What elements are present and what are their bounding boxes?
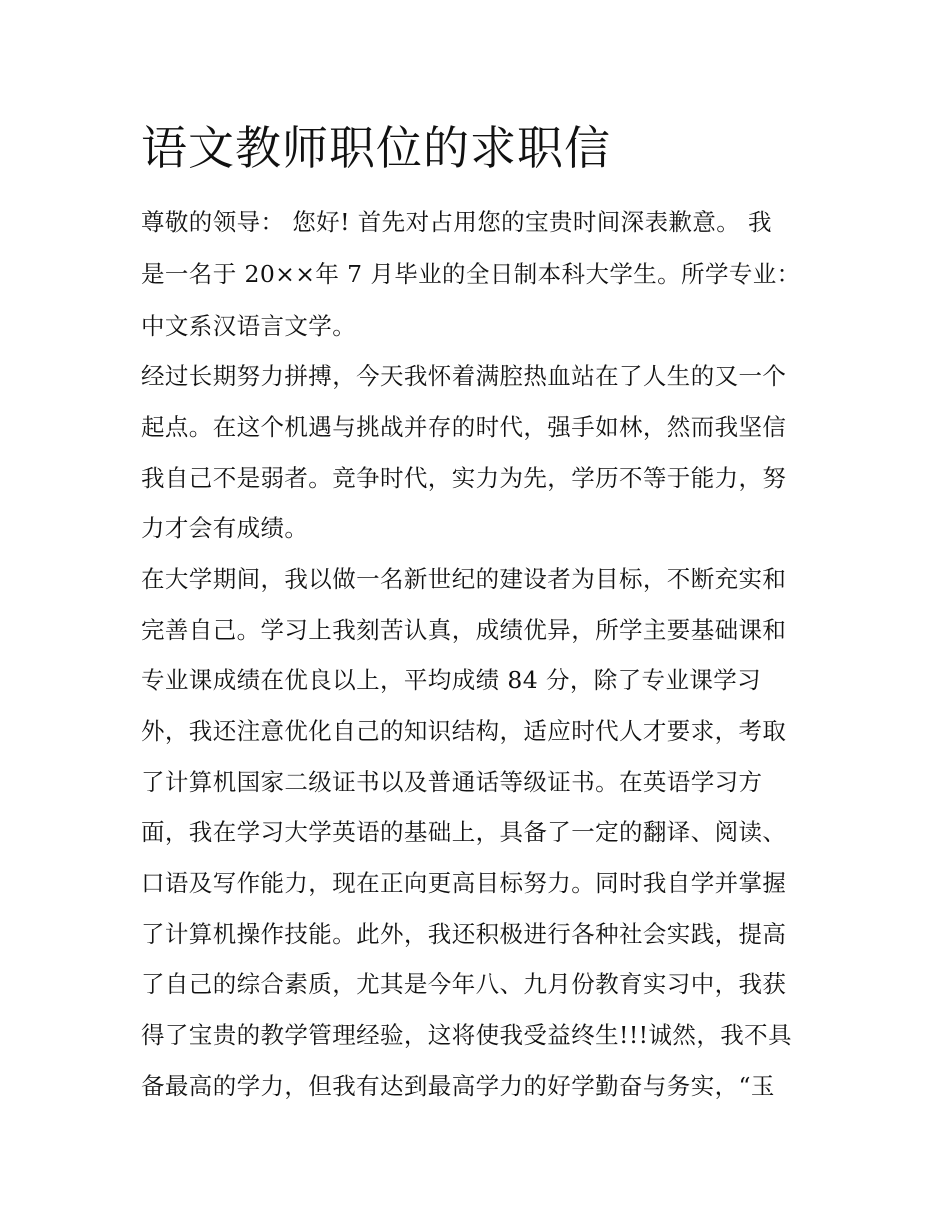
body-line: 了计算机国家二级证书以及普通话等级证书。在英语学习方 <box>141 768 763 796</box>
body-line: 了自己的综合素质，尤其是今年八、九月份教育实习中，我获 <box>141 970 787 998</box>
body-line: 是一名于 20××年 7 月毕业的全日制本科大学生。所学专业： <box>141 260 801 288</box>
body-line: 口语及写作能力，现在正向更高目标努力。同时我自学并掌握 <box>141 869 787 897</box>
body-line: 备最高的学力，但我有达到最高学力的好学勤奋与务实，“玉 <box>141 1072 775 1100</box>
document-title: 语文教师职位的求职信 <box>141 121 611 175</box>
body-line: 专业课成绩在优良以上，平均成绩 84 分，除了专业课学习 <box>141 666 762 694</box>
body-line: 完善自己。学习上我刻苦认真，成绩优异，所学主要基础课和 <box>141 616 787 644</box>
body-line: 得了宝贵的教学管理经验，这将使我受益终生!!!诚然，我不具 <box>141 1021 792 1049</box>
body-line: 尊敬的领导： 您好! 首先对占用您的宝贵时间深表歉意。 我 <box>141 208 772 236</box>
body-line: 外，我还注意优化自己的知识结构，适应时代人才要求，考取 <box>141 717 787 745</box>
body-line: 起点。在这个机遇与挑战并存的时代，强手如林，然而我坚信 <box>141 413 787 441</box>
body-line: 我自己不是弱者。竞争时代，实力为先，学历不等于能力，努 <box>141 464 787 492</box>
body-line: 经过长期努力拼搏，今天我怀着满腔热血站在了人生的又一个 <box>141 362 787 390</box>
body-line: 面，我在学习大学英语的基础上，具备了一定的翻译、阅读、 <box>141 818 787 846</box>
body-line: 了计算机操作技能。此外，我还积极进行各种社会实践，提高 <box>141 920 787 948</box>
body-line: 中文系汉语言文学。 <box>141 312 357 340</box>
body-line: 在大学期间，我以做一名新世纪的建设者为目标，不断充实和 <box>141 565 787 593</box>
body-line: 力才会有成绩。 <box>141 514 309 542</box>
